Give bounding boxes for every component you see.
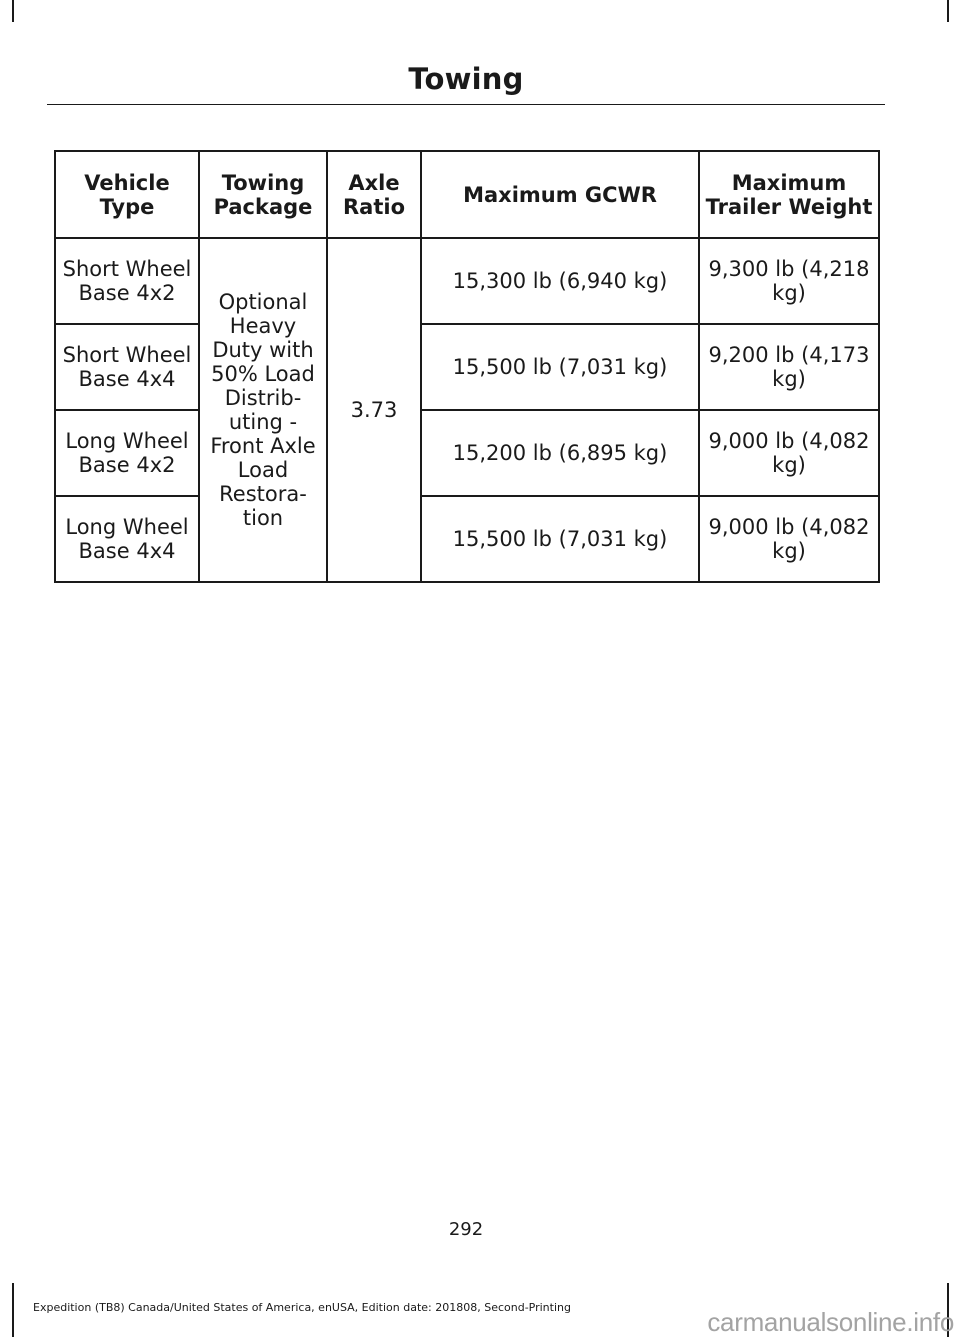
table-row [55,324,879,410]
max-gcwr-cell: 15,500 lb (7,031 kg) [421,496,699,582]
crop-mark-top-right [947,0,949,22]
vehicle-type-cell: Long Wheel Base 4x4 [55,496,199,582]
header-vehicle-type: Vehicle Type [55,151,199,238]
title-rule [47,104,885,105]
max-trailer-weight-cell: 9,200 lb (4,173 kg) [699,324,879,410]
vehicle-type-cell: Short Wheel Base 4x2 [55,238,199,324]
towing-package-cell: Optional Heavy Duty with 50% Load Distrib- uting - Front Axle Load Restora- tion [199,238,327,582]
header-maximum-trailer-weight: Maximum Trailer Weight [699,151,879,238]
max-gcwr-cell: 15,500 lb (7,031 kg) [421,324,699,410]
table-row [55,410,879,496]
page-number: 292 [448,1219,484,1240]
table-row [55,496,879,582]
page-title: Towing [408,62,524,96]
max-gcwr-cell: 15,300 lb (6,940 kg) [421,238,699,324]
watermark: carmanualsonline.info [707,1307,954,1337]
max-trailer-weight-cell: 9,300 lb (4,218 kg) [699,238,879,324]
max-trailer-weight-cell: 9,000 lb (4,082 kg) [699,496,879,582]
vehicle-type-cell: Short Wheel Base 4x4 [55,324,199,410]
crop-mark-top-left [12,0,14,22]
header-maximum-gcwr: Maximum GCWR [421,151,699,238]
towing-table [54,150,880,583]
max-gcwr-cell: 15,200 lb (6,895 kg) [421,410,699,496]
footer-edition-text: Expedition (TB8) Canada/United States of America, enUSA, Edition date: 201808, Second-Printing [33,1301,571,1314]
header-towing-package: Towing Package [199,151,327,238]
table-row [55,238,879,324]
axle-ratio-cell: 3.73 [327,238,421,582]
max-trailer-weight-cell: 9,000 lb (4,082 kg) [699,410,879,496]
crop-mark-bottom-left [12,1283,14,1337]
vehicle-type-cell: Long Wheel Base 4x2 [55,410,199,496]
header-axle-ratio: Axle Ratio [327,151,421,238]
table-header-row [55,151,879,238]
